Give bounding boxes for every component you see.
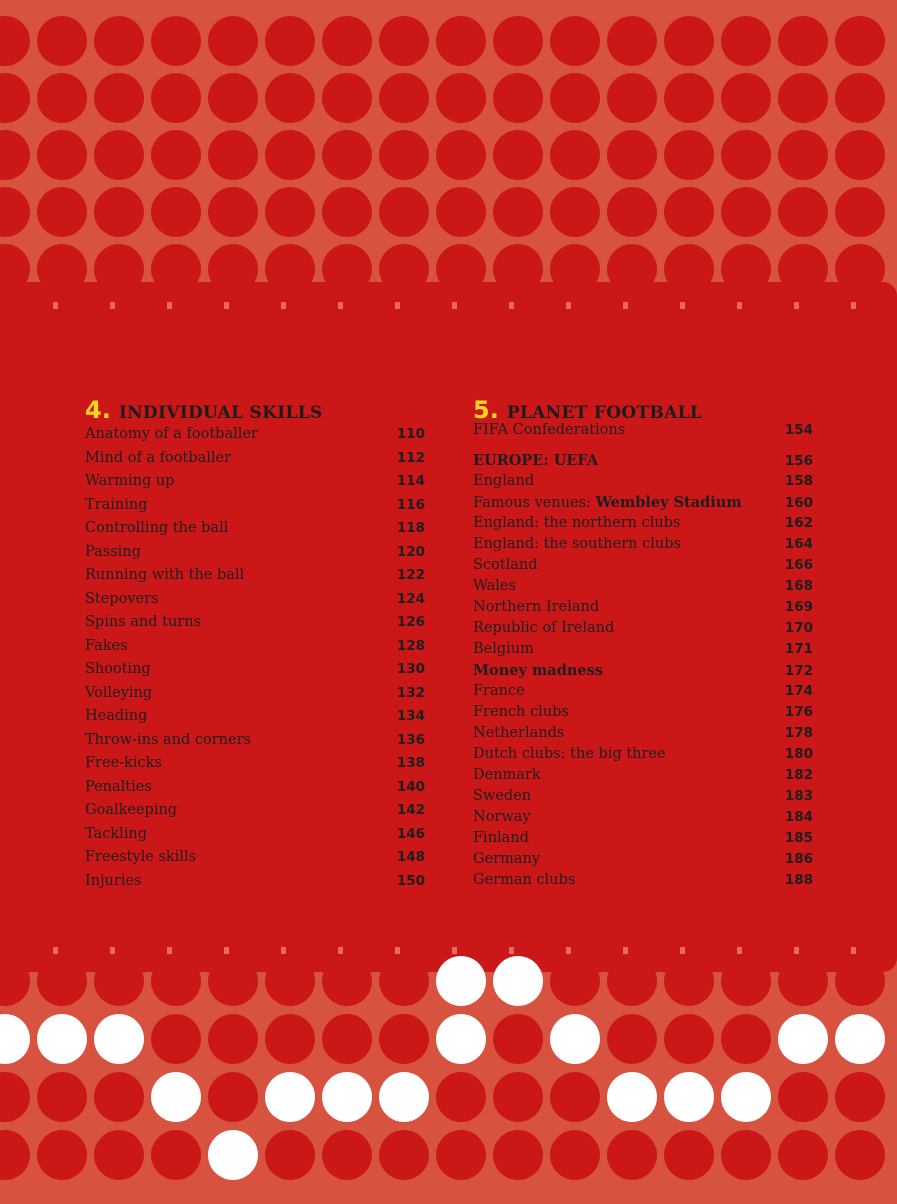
decorative-dot [322,187,372,237]
entry-page: 126 [396,614,425,630]
entry-page: 140 [396,778,425,795]
decorative-dot [493,1072,543,1122]
decorative-dot [778,1130,828,1180]
decorative-dot [265,130,315,180]
section-4-individual-skills [85,396,425,896]
toc-entry[interactable] [85,638,425,662]
decorative-dot [607,16,657,66]
decorative-dot [664,73,714,123]
entry-page: 160 [784,495,813,511]
decorative-dot [151,1014,201,1064]
decorative-dot [94,1072,144,1122]
decorative-dot [664,1072,714,1122]
toc-entry[interactable] [85,708,425,732]
entry-page: 124 [396,590,425,607]
decorative-dot [265,1014,315,1064]
entry-label: Republic of Ireland [473,620,615,636]
section-5-planet-football [473,396,813,893]
entry-label: Training [85,496,148,513]
decorative-dot [778,1072,828,1122]
panel-perforation [395,302,400,309]
decorative-dot [721,956,771,1006]
decorative-dot [265,1072,315,1122]
toc-entry[interactable] [85,591,425,615]
decorative-dot [721,16,771,66]
panel-perforation [224,302,229,309]
toc-entry[interactable] [473,662,813,683]
decorative-dot [778,956,828,1006]
decorative-dot [0,956,30,1006]
decorative-dot [664,130,714,180]
panel-perforation [737,302,742,309]
entry-page: 172 [784,663,813,679]
entry-label: Fakes [85,637,128,654]
toc-entry[interactable] [473,578,813,599]
decorative-dot [835,1130,885,1180]
decorative-dot [550,1014,600,1064]
decorative-dot [322,956,372,1006]
panel-perforation [623,302,628,309]
decorative-dot [835,73,885,123]
entry-label: Money madness [473,662,603,679]
entry-page: 120 [396,543,425,560]
toc-entry[interactable] [85,567,425,591]
decorative-dot [664,956,714,1006]
entry-page: 142 [396,802,425,818]
entry-page: 156 [784,453,813,469]
decorative-dot [379,1014,429,1064]
decorative-dot [0,130,30,180]
decorative-dot [778,187,828,237]
decorative-dot [37,187,87,237]
toc-entry[interactable] [85,802,425,826]
entry-page: 136 [396,731,425,748]
decorative-dot [436,1014,486,1064]
toc-entry[interactable] [473,830,813,851]
decorative-dot [151,956,201,1006]
toc-entry[interactable] [473,809,813,830]
decorative-dot [37,130,87,180]
decorative-dot [379,73,429,123]
entry-label: Injuries [85,872,142,889]
decorative-dot [94,73,144,123]
decorative-dot [436,956,486,1006]
toc-entry-intro[interactable] [473,422,813,443]
decorative-dot [37,73,87,123]
panel-perforation [509,302,514,309]
toc-entry[interactable] [85,779,425,803]
decorative-dot [550,130,600,180]
decorative-dot [208,73,258,123]
decorative-dot [37,1072,87,1122]
decorative-dot [379,956,429,1006]
entry-page: 162 [784,515,813,531]
decorative-dot [493,16,543,66]
entry-label: Heading [85,708,148,724]
decorative-dot [721,1014,771,1064]
entry-page: 138 [396,755,425,771]
toc-entry[interactable] [473,788,813,809]
toc-entry[interactable] [85,732,425,756]
decorative-dot [37,1014,87,1064]
decorative-dot [835,956,885,1006]
decorative-dot [94,16,144,66]
decorative-dot [379,187,429,237]
entry-page: 186 [784,851,813,867]
decorative-dot [0,16,30,66]
decorative-dot [37,16,87,66]
decorative-dot [322,130,372,180]
decorative-dot [37,1130,87,1180]
entry-page: 180 [784,746,813,762]
entry-label: Stepovers [85,590,159,607]
entry-label: Anatomy of a footballer [85,426,258,442]
toc-entry[interactable] [473,599,813,620]
decorative-dot [778,130,828,180]
decorative-dot [436,130,486,180]
decorative-dot [778,16,828,66]
toc-entry[interactable] [85,426,425,450]
decorative-dot [322,1072,372,1122]
decorative-dot [721,130,771,180]
entry-page: 150 [396,872,425,889]
decorative-dot [778,1014,828,1064]
entry-label: Shooting [85,661,151,677]
toc-entry[interactable] [473,851,813,872]
decorative-dot [607,1072,657,1122]
entry-label: Wales [473,578,516,594]
section-heading [85,396,425,426]
entry-label: Tackling [85,825,147,842]
dot-pattern-bottom [0,930,897,1204]
decorative-dot [0,1014,30,1064]
decorative-dot [94,130,144,180]
entry-page: 171 [784,641,813,657]
entry-page: 166 [784,557,813,573]
decorative-dot [37,956,87,1006]
decorative-dot [607,1130,657,1180]
entry-label: Warming up [85,473,175,489]
decorative-dot [835,187,885,237]
decorative-dot [379,1072,429,1122]
decorative-dot [436,73,486,123]
entry-label: Norway [473,809,531,825]
decorative-dot [664,187,714,237]
entry-page: 116 [396,496,425,513]
decorative-dot [550,1130,600,1180]
entry-label: German clubs [473,872,576,888]
entry-page: 184 [784,809,813,825]
decorative-dot [379,130,429,180]
decorative-dot [721,73,771,123]
panel-perforation [851,302,856,309]
entry-page: 112 [396,449,425,466]
entry-label: Freestyle skills [85,849,197,865]
entry-page: 178 [784,725,813,741]
decorative-dot [208,1072,258,1122]
decorative-dot [379,16,429,66]
toc-entry[interactable] [85,614,425,638]
decorative-dot [493,1130,543,1180]
entry-page: 148 [396,849,425,865]
entry-label: England: the northern clubs [473,515,681,531]
entry-page: 185 [784,830,813,846]
entry-label: England [473,473,535,489]
toc-entry[interactable] [473,536,813,557]
decorative-dot [151,187,201,237]
entry-list [85,426,425,896]
entry-page: 154 [784,422,813,438]
decorative-dot [94,956,144,1006]
decorative-dot [322,16,372,66]
entry-list [473,473,813,893]
entry-label: Running with the ball [85,567,245,583]
panel-perforation [794,302,799,309]
decorative-dot [721,187,771,237]
decorative-dot [493,956,543,1006]
decorative-dot [151,16,201,66]
panel-perforation [566,302,571,309]
entry-label [473,494,742,511]
decorative-dot [322,73,372,123]
decorative-dot [436,187,486,237]
entry-page: 169 [784,599,813,615]
dot-pattern-top [0,0,897,300]
entry-page: 182 [784,767,813,783]
decorative-dot [0,73,30,123]
entry-page: 158 [784,473,813,489]
toc-entry[interactable] [473,767,813,788]
entry-label: French clubs [473,704,569,720]
decorative-dot [436,1130,486,1180]
entry-page: 118 [396,520,425,536]
decorative-dot [607,187,657,237]
subheading-label: EUROPE: UEFA [473,452,599,469]
toc-entry[interactable] [473,872,813,893]
toc-entry[interactable] [473,620,813,641]
toc-entry[interactable] [473,683,813,704]
toc-entry[interactable] [473,473,813,494]
toc-entry[interactable] [85,849,425,873]
decorative-dot [265,73,315,123]
entry-label: Germany [473,851,541,867]
entry-label: Scotland [473,557,538,573]
decorative-dot [436,16,486,66]
entry-label: Netherlands [473,725,565,741]
decorative-dot [835,130,885,180]
decorative-dot [94,1014,144,1064]
decorative-dot [265,16,315,66]
decorative-dot [322,1014,372,1064]
entry-page: 174 [784,683,813,699]
entry-page: 132 [396,684,425,701]
decorative-dot [493,130,543,180]
decorative-dot [664,1014,714,1064]
toc-entry[interactable] [85,544,425,568]
entry-page: 170 [784,620,813,636]
decorative-dot [607,1014,657,1064]
decorative-dot [208,956,258,1006]
entry-label: Penalties [85,778,152,795]
toc-entry[interactable] [473,641,813,662]
entry-label: Goalkeeping [85,802,178,818]
entry-label: Dutch clubs: the big three [473,746,666,762]
entry-label: Volleying [85,684,153,701]
decorative-dot [0,187,30,237]
decorative-dot [322,1130,372,1180]
decorative-dot [208,1014,258,1064]
entry-page: 164 [784,536,813,552]
section-title: PLANET FOOTBALL [506,403,703,423]
toc-entry[interactable] [473,494,813,515]
panel-perforation [110,302,115,309]
toc-entry[interactable] [85,661,425,685]
entry-page: 122 [396,567,425,583]
decorative-dot [493,1014,543,1064]
decorative-dot [550,187,600,237]
decorative-dot [550,1072,600,1122]
entry-label: Belgium [473,641,534,657]
entry-page: 188 [784,872,813,888]
entry-label: Finland [473,830,529,846]
decorative-dot [208,16,258,66]
panel-perforation [680,302,685,309]
decorative-dot [436,1072,486,1122]
toc-entry[interactable] [85,520,425,544]
decorative-dot [607,130,657,180]
decorative-dot [778,73,828,123]
entry-page: 114 [396,473,425,489]
entry-label: Mind of a footballer [85,449,232,466]
toc-entry[interactable] [85,685,425,709]
decorative-dot [265,956,315,1006]
entry-label-emphasis: Wembley Stadium [595,494,742,511]
entry-label: Denmark [473,767,541,783]
decorative-dot [493,187,543,237]
entry-page: 128 [396,637,425,654]
entry-page: 146 [396,825,425,842]
decorative-dot [835,16,885,66]
decorative-dot [151,130,201,180]
decorative-dot [151,1072,201,1122]
panel-perforation [452,302,457,309]
panel-perforation [167,302,172,309]
decorative-dot [550,16,600,66]
decorative-dot [379,1130,429,1180]
entry-label: FIFA Confederations [473,422,626,438]
toc-entry[interactable] [85,755,425,779]
panel-perforation [53,302,58,309]
panel-perforation [281,302,286,309]
entry-label: Controlling the ball [85,520,229,536]
toc-entry[interactable] [473,557,813,578]
toc-entry[interactable] [473,515,813,536]
decorative-dot [721,1130,771,1180]
decorative-dot [94,187,144,237]
entry-label-prefix: Famous venues: [473,495,596,511]
decorative-dot [0,1130,30,1180]
entry-page: 176 [784,704,813,720]
toc-entry[interactable] [473,746,813,767]
panel-perforation [338,302,343,309]
entry-page: 183 [784,788,813,804]
decorative-dot [265,1130,315,1180]
decorative-dot [664,1130,714,1180]
entry-page: 110 [396,426,425,442]
toc-entry[interactable] [85,873,425,897]
decorative-dot [208,1130,258,1180]
decorative-dot [607,956,657,1006]
decorative-dot [0,1072,30,1122]
decorative-dot [550,956,600,1006]
section-number: 5. [473,396,499,424]
toc-entry[interactable] [85,450,425,474]
entry-label: England: the southern clubs [473,536,681,552]
decorative-dot [94,1130,144,1180]
decorative-dot [265,187,315,237]
decorative-dot [493,73,543,123]
toc-subheading-europe[interactable] [473,452,813,473]
entry-label: Free-kicks [85,755,162,771]
toc-entry[interactable] [85,826,425,850]
toc-entry[interactable] [85,473,425,497]
decorative-dot [208,130,258,180]
decorative-dot [721,1072,771,1122]
entry-page: 134 [396,708,425,724]
decorative-dot [835,1072,885,1122]
toc-entry[interactable] [473,725,813,746]
entry-label: Passing [85,543,141,560]
decorative-dot [208,187,258,237]
entry-label: France [473,683,525,699]
toc-entry[interactable] [85,497,425,521]
decorative-dot [664,16,714,66]
section-number: 4. [85,396,111,424]
section-title: INDIVIDUAL SKILLS [118,403,323,423]
entry-label: Throw-ins and corners [85,731,251,748]
toc-entry[interactable] [473,704,813,725]
entry-label: Spins and turns [85,614,201,630]
decorative-dot [835,1014,885,1064]
decorative-dot [151,73,201,123]
decorative-dot [550,73,600,123]
decorative-dot [607,73,657,123]
entry-page: 168 [784,578,813,594]
entry-label: Sweden [473,788,532,804]
entry-label: Northern Ireland [473,599,600,615]
entry-page: 130 [396,661,425,677]
decorative-dot [151,1130,201,1180]
